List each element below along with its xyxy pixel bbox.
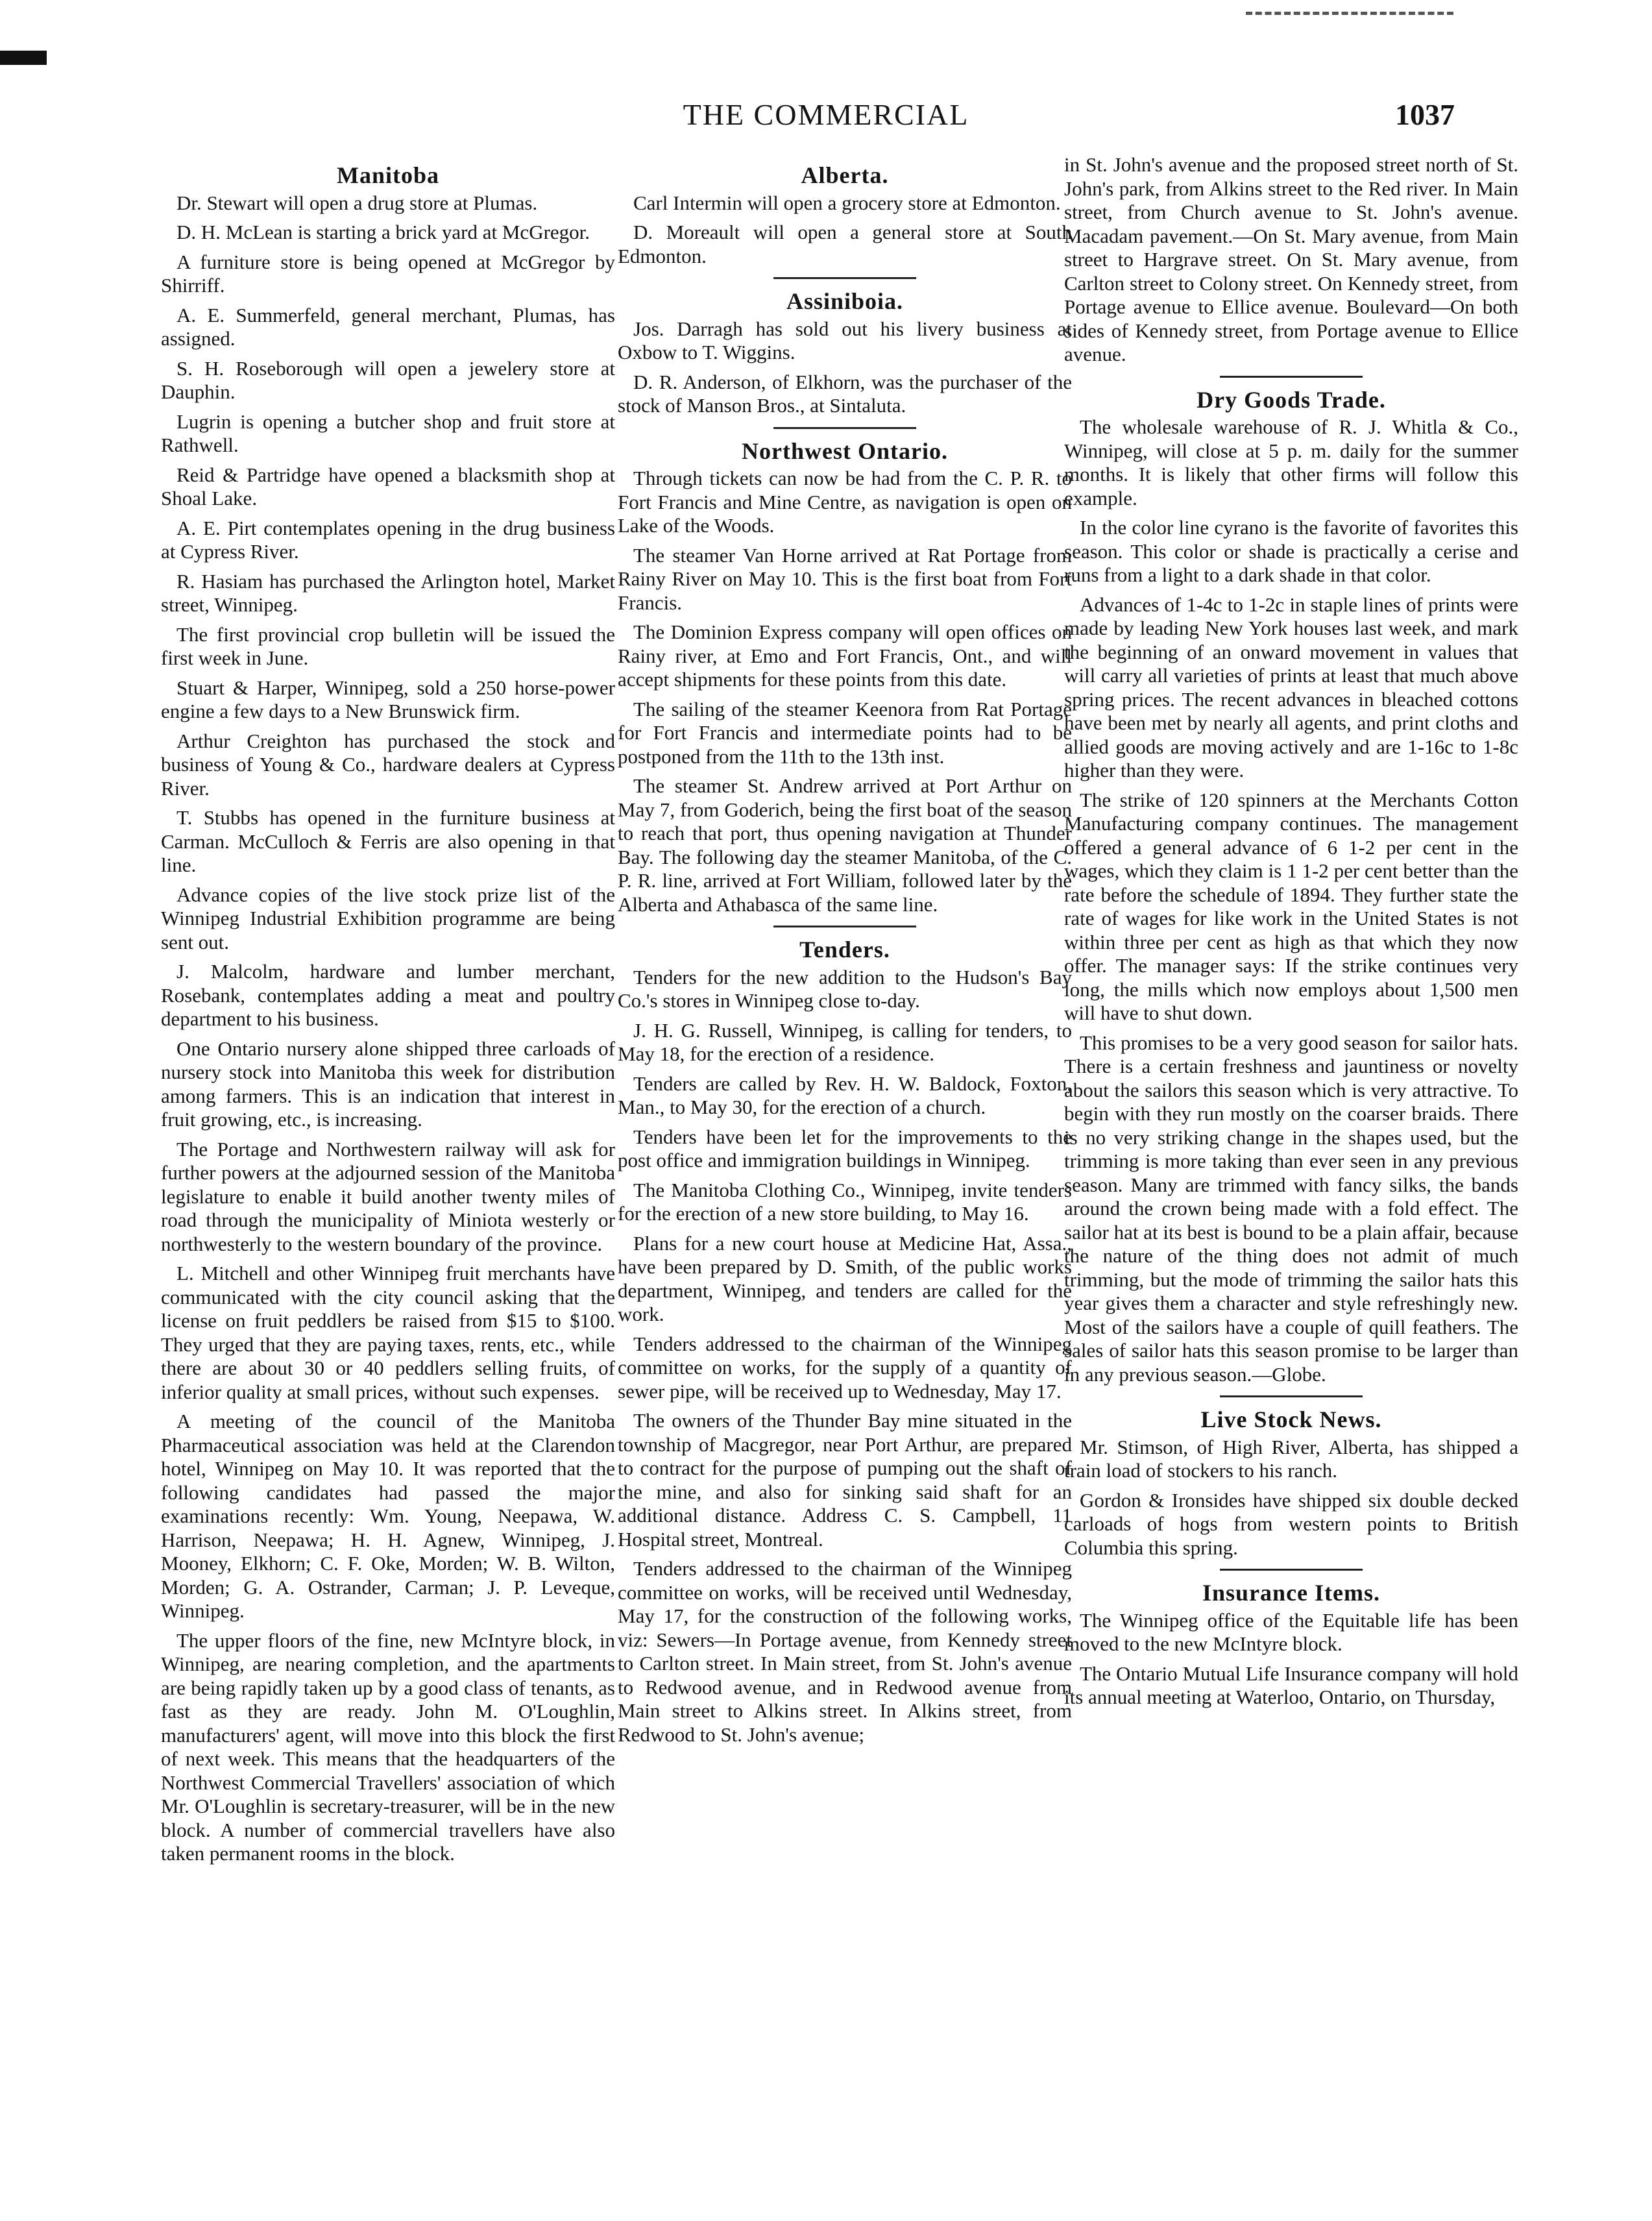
publication-title: THE COMMERCIAL	[683, 98, 969, 131]
section-heading: Insurance Items.	[1202, 1580, 1380, 1606]
news-item: The Winnipeg office of the Equitable life has been moved to the new McIntyre block.	[1064, 1608, 1518, 1655]
news-item: Carl Intermin will open a grocery store at Edmonton.	[633, 191, 1061, 214]
news-item: Plans for a new court house at Medicine Hat, Assa., have been prepared by D. Smith, of the public works department, Winnipeg, and tenders are called for the work.	[618, 1231, 1072, 1325]
news-item: Tenders have been let for the improvements to the post office and immigration buildings in Winnipeg.	[618, 1125, 1072, 1172]
news-item: This promises to be a very good season for sailor hats. There is a certain freshness and jauntiness or novelty about the sailors this season which is very attractive. To begin with they run mostly on the coarser braids. There is no very striking change in the shapes used, but the trimming is more taking than ever seen in any previous season. Many are trimmed with fancy silks, the bands around the crown being made with a fold effect. The sailor hat at its best is bound to be a plain affair, because the nature of the thing does not admit of much trimming, but the mode of trimming the sailor hats this year gives them a character and style refreshingly new. Most of the sailors have a couple of quill feathers. The sales of sailor hats this season promise to be larger than in any previous season.—Globe.	[1064, 1031, 1518, 1386]
news-item: The Manitoba Clothing Co., Winnipeg, invite tenders for the erection of a new store building, to May 16.	[618, 1178, 1072, 1225]
news-item: in St. John's avenue and the proposed street north of St. John's park, from Alkins street to the Red river. In Main street, from Church avenue to St. John's avenue. Macadam pavement.—On St. Mary avenue, from Main street to Hargrave street. On St. Mary avenue, from Carlton street to Colony street. On Kennedy street, from Portage avenue to Ellice avenue. Boulevard—On both sides of Kennedy street, from Portage avenue to Ellice avenue.	[1064, 153, 1518, 365]
news-item: The steamer St. Andrew arrived at Port Arthur on May 7, from Goderich, being the first boat of the season to reach that port, thus opening navigation at Thunder Bay. The following day the steamer Manitoba, of the C. P. R. line, arrived at Fort William, followed later by the Alberta and Athabasca of the same line.	[618, 774, 1072, 916]
news-item: The Ontario Mutual Life Insurance company will hold its annual meeting at Waterloo, Ontario, on Thursday,	[1064, 1662, 1518, 1708]
news-item: A meeting of the council of the Manitoba Pharmaceutical association was held at the Clarendon hotel, Winnipeg on May 10. It was reported that the following candidates had passed the major examinations recently: Wm. Young, Neepawa, W. Harrison, Neepawa; H. H. Agnew, Winnipeg, J. Mooney, Elkhorn; C. F. Oke, Morden; W. B. Wilton, Morden; G. A. Ostrander, Carman; J. P. Leveque, Winnipeg.	[161, 1410, 615, 1622]
section-divider	[773, 926, 916, 927]
news-item: The first provincial crop bulletin will be issued the first week in June.	[161, 622, 615, 669]
news-item: The Dominion Express company will open offices on Rainy river, at Emo and Fort Francis, Ont., and will accept shipments for these points from this date.	[618, 620, 1072, 691]
section-divider	[1220, 376, 1363, 378]
margin-mark	[0, 51, 47, 65]
news-item: J. Malcolm, hardware and lumber merchant, Rosebank, contemplates adding a meat and poultry department to his business.	[161, 960, 615, 1030]
section-heading: Alberta.	[801, 162, 889, 188]
news-item: S. H. Roseborough will open a jewelery store at Dauphin.	[161, 356, 615, 403]
news-item: In the color line cyrano is the favorite of favorites this season. This color or shade is practically a cerise and runs from a light to a dark shade in that color.	[1064, 516, 1518, 586]
news-item: J. H. G. Russell, Winnipeg, is calling for tenders, to May 18, for the erection of a residence.	[618, 1018, 1072, 1065]
news-item: D. H. McLean is starting a brick yard at McGregor.	[176, 221, 590, 243]
news-item: Advance copies of the live stock prize list of the Winnipeg Industrial Exhibition programme are being sent out.	[161, 883, 615, 953]
news-item: The Portage and Northwestern railway will ask for further powers at the adjourned session of the Manitoba legislature to enable it build another twenty miles of road through the municipality of Miniota westerly or northwesterly to the western boundary of the province.	[161, 1137, 615, 1255]
news-item: The strike of 120 spinners at the Merchants Cotton Manufacturing company continues. The management offered a general advance of 6 1-2 per cent in the wages, which they claim is 1 1-2 per cent better than the rate before the schedule of 1894. They further state the rate of wages for like work in the United States is not within three per cent as high as that which they now offer. The manager says: If the strike continues very long, the mills which now employs about 1,500 men will have to shut down.	[1064, 788, 1518, 1024]
news-item: T. Stubbs has opened in the furniture business at Carman. McCulloch & Ferris are also opening in that line.	[161, 806, 615, 876]
section-heading: Tenders.	[799, 937, 890, 963]
news-item: A. E. Summerfeld, general merchant, Plumas, has assigned.	[161, 303, 615, 350]
section-heading: Assiniboia.	[786, 288, 904, 314]
column-2	[618, 153, 1072, 1752]
news-item: Gordon & Ironsides have shipped six double decked carloads of hogs from western points to British Columbia this spring.	[1064, 1488, 1518, 1559]
section-divider	[1220, 1395, 1363, 1397]
news-item: Advances of 1-4c to 1-2c in staple lines of prints were made by leading New York houses last week, and mark the beginning of an onward movement in values that will carry all varieties of prints at least that much above spring prices. The recent advances in bleached cottons have been met by nearly all agents, and print cloths and allied goods are moving actively and are 1-16c to 1-8c higher than they were.	[1064, 593, 1518, 781]
news-item: Mr. Stimson, of High River, Alberta, has shipped a train load of stockers to his ranch.	[1064, 1435, 1518, 1482]
news-item: Tenders for the new addition to the Hudson's Bay Co.'s stores in Winnipeg close to-day.	[618, 965, 1072, 1012]
news-item: Tenders addressed to the chairman of the Winnipeg committee on works, for the supply of a quantity of sewer pipe, will be received up to Wednesday, May 17.	[618, 1332, 1072, 1403]
news-item: A. E. Pirt contemplates opening in the drug business at Cypress River.	[161, 516, 615, 563]
news-item: One Ontario nursery alone shipped three carloads of nursery stock into Manitoba this week for distribution among farmers. This is an indication that interest in fruit growing, etc., is increasing.	[161, 1037, 615, 1131]
page-number: 1037	[1395, 98, 1455, 131]
column-3	[1064, 153, 1518, 1715]
section-heading: Manitoba	[336, 162, 439, 188]
news-item: The sailing of the steamer Keenora from Rat Portage for Fort Francis and intermediate points had to be postponed from the 11th to the 13th inst.	[618, 697, 1072, 768]
news-item: The steamer Van Horne arrived at Rat Portage from Rainy River on May 10. This is the first boat from Fort Francis.	[618, 543, 1072, 614]
top-rule	[1246, 12, 1453, 15]
news-item: The wholesale warehouse of R. J. Whitla & Co., Winnipeg, will close at 5 p. m. daily for the summer months. It is likely that other firms will follow this example.	[1064, 415, 1518, 509]
section-heading: Northwest Ontario.	[742, 437, 948, 464]
section-divider	[1220, 1569, 1363, 1571]
news-item: Tenders are called by Rev. H. W. Baldock, Foxton, Man., to May 30, for the erection of a church.	[618, 1072, 1072, 1118]
news-item: D. R. Anderson, of Elkhorn, was the purchaser of the stock of Manson Bros., at Sintaluta.	[618, 370, 1072, 417]
news-item: R. Hasiam has purchased the Arlington hotel, Market street, Winnipeg.	[161, 569, 615, 616]
news-item: The owners of the Thunder Bay mine situated in the township of Macgregor, near Port Arthur, are prepared to contract for the purpose of pumping out the shaft of the mine, and also for sinking said shaft for an additional distance. Address C. S. Campbell, 11 Hospital street, Montreal.	[618, 1409, 1072, 1551]
news-item: Dr. Stewart will open a drug store at Plumas.	[176, 191, 538, 214]
news-item: Stuart & Harper, Winnipeg, sold a 250 horse-power engine a few days to a New Brunswick firm.	[161, 676, 615, 722]
news-item: D. Moreault will open a general store at South Edmonton.	[618, 221, 1072, 267]
news-item: Arthur Creighton has purchased the stock and business of Young & Co., hardware dealers at Cypress River.	[161, 729, 615, 800]
masthead	[0, 97, 1652, 149]
news-item: Tenders addressed to the chairman of the Winnipeg committee on works, will be received until Wednesday, May 17, for the construction of the following works, viz: Sewers—In Portage avenue, from Kennedy street to Carlton street. In Main street, from St. John's avenue to Redwood avenue, and in Redwood avenue from Main street to Alkins street. In Alkins street, from Redwood to St. John's avenue;	[618, 1557, 1072, 1746]
section-heading: Dry Goods Trade.	[1196, 386, 1386, 413]
news-item: Reid & Partridge have opened a blacksmith shop at Shoal Lake.	[161, 463, 615, 509]
section-divider	[773, 427, 916, 429]
section-divider	[773, 277, 916, 279]
news-item: Lugrin is opening a butcher shop and fruit store at Rathwell.	[161, 410, 615, 456]
news-item: A furniture store is being opened at McGregor by Shirriff.	[161, 250, 615, 297]
column-1	[161, 153, 615, 1872]
news-item: The upper floors of the fine, new McIntyre block, in Winnipeg, are nearing completion, and the apartments are being rapidly taken up by a good class of tenants, as fast as they are ready. John M. O'Loughlin, manufacturers' agent, will move into this block the first of next week. This means that the headquarters of the Northwest Commercial Travellers' association of which Mr. O'Loughlin is secretary-treasurer, will be in the new block. A number of commercial travellers have also taken permanent rooms in the block.	[161, 1628, 615, 1865]
news-item: Jos. Darragh has sold out his livery business at Oxbow to T. Wiggins.	[618, 317, 1072, 363]
news-item: L. Mitchell and other Winnipeg fruit merchants have communicated with the city council asking that the license on fruit peddlers be raised from $15 to $100. They urged that they are paying taxes, rents, etc., while there are about 30 or 40 peddlers selling fruits, of inferior quality at small prices, without such expenses.	[161, 1262, 615, 1403]
news-item: Through tickets can now be had from the C. P. R. to Fort Francis and Mine Centre, as navigation is open on Lake of the Woods.	[618, 467, 1072, 537]
section-heading: Live Stock News.	[1200, 1406, 1382, 1432]
